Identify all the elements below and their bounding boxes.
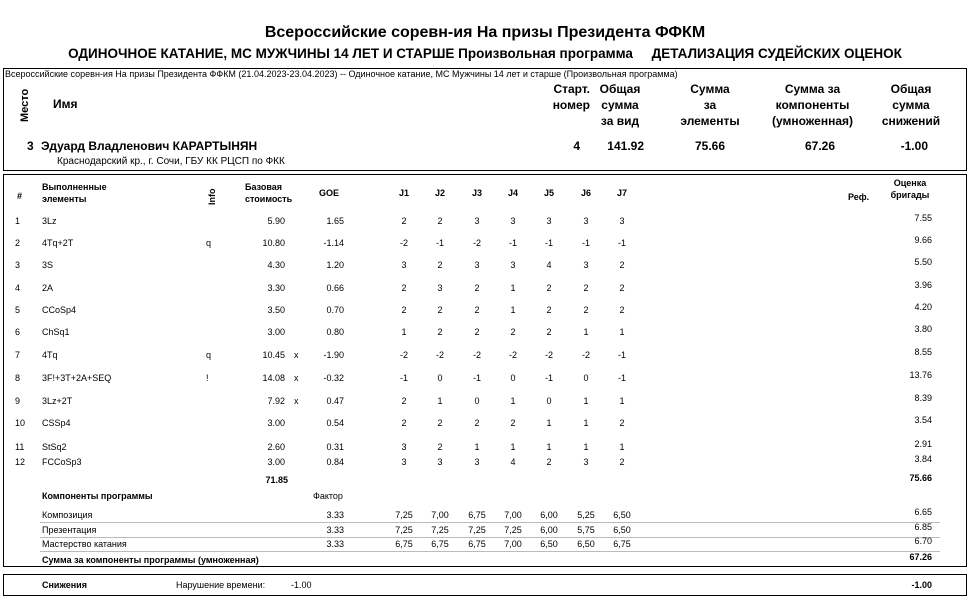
deductions-item: Нарушение времени: — [176, 580, 266, 590]
element-judge-score: 4 — [546, 260, 552, 270]
element-judge-score: 1 — [510, 283, 516, 293]
skater-deductions: -1.00 — [900, 139, 928, 153]
element-judge-score: 1 — [583, 418, 589, 428]
component-judge-score: 6,50 — [613, 510, 631, 520]
element-judge-score: 1 — [619, 327, 625, 337]
element-base: 2.60 — [267, 442, 285, 452]
element-info: q — [206, 350, 212, 360]
component-judge-score: 6,50 — [613, 525, 631, 535]
element-num: 11 — [15, 442, 25, 452]
judge-header: J4 — [507, 188, 518, 198]
element-judge-score: 3 — [583, 457, 589, 467]
skater-elements: 75.66 — [694, 139, 725, 153]
element-bonus-mark: x — [294, 350, 299, 360]
element-judge-score: 3 — [401, 457, 407, 467]
col-goe: GOE — [319, 188, 340, 198]
header-place: Место — [19, 88, 31, 122]
components-label: Компоненты программы — [42, 491, 153, 501]
element-base: 5.90 — [267, 216, 285, 226]
judge-header: J7 — [616, 188, 627, 198]
element-judge-score: 3 — [401, 260, 407, 270]
element-code: StSq2 — [42, 442, 67, 452]
element-code: 3Lz — [42, 216, 57, 226]
skater-total: 141.92 — [607, 139, 644, 153]
element-judge-score: 3 — [619, 216, 625, 226]
element-judge-score: -1 — [508, 238, 517, 248]
component-score: 6.70 — [914, 536, 932, 546]
element-judge-score: 2 — [437, 216, 443, 226]
element-judge-score: 3 — [401, 442, 407, 452]
component-score: 6.65 — [914, 507, 932, 517]
element-judge-score: -2 — [472, 238, 481, 248]
element-num: 5 — [15, 305, 21, 315]
element-code: CCoSp4 — [42, 305, 77, 315]
col-score: Оценка бригады — [890, 178, 930, 200]
element-judge-score: 3 — [546, 216, 552, 226]
element-judge-score: -1 — [544, 373, 553, 383]
element-judge-score: 2 — [546, 283, 552, 293]
element-judge-score: 2 — [619, 283, 625, 293]
element-judge-score: -2 — [544, 350, 553, 360]
component-judge-score: 7,00 — [504, 510, 522, 520]
element-judge-score: 1 — [619, 442, 625, 452]
component-factor: 3.33 — [326, 539, 344, 549]
component-score: 6.85 — [914, 522, 932, 532]
element-code: ChSq1 — [42, 327, 70, 337]
component-factor: 3.33 — [326, 525, 344, 535]
element-base: 3.50 — [267, 305, 285, 315]
element-num: 3 — [15, 260, 21, 270]
element-judge-score: 2 — [401, 283, 407, 293]
element-num: 12 — [15, 457, 26, 467]
element-code: 3F!+3T+2A+SEQ — [42, 373, 112, 383]
element-code: FCCoSp3 — [42, 457, 82, 467]
col-base: Базовая стоимость — [245, 182, 293, 204]
component-judge-score: 6,50 — [540, 539, 558, 549]
element-score: 3.96 — [914, 280, 932, 290]
element-judge-score: -1 — [435, 238, 444, 248]
event-line: Всероссийские соревн-ия На призы Президента ФФКМ (21.04.2023-23.04.2023) -- Одиночное катание, МС Мужчины 14 лет и старше (Произвольная программа) — [5, 69, 678, 79]
element-score: 8.55 — [914, 347, 932, 357]
element-score: 2.91 — [914, 439, 932, 449]
element-judge-score: 3 — [474, 260, 480, 270]
judge-header: J6 — [580, 188, 591, 198]
element-judge-score: 2 — [437, 260, 443, 270]
element-judge-score: -2 — [435, 350, 444, 360]
header-elements-sum: Сумма за элементы — [680, 82, 740, 128]
component-judge-score: 6,75 — [468, 539, 486, 549]
component-judge-score: 6,00 — [540, 525, 558, 535]
col-num: # — [17, 191, 23, 201]
element-goe: 0.80 — [326, 327, 344, 337]
element-score: 5.50 — [914, 257, 932, 267]
element-judge-score: 2 — [401, 216, 407, 226]
element-judge-score: 2 — [401, 305, 407, 315]
component-judge-score: 5,75 — [577, 525, 595, 535]
element-judge-score: 0 — [583, 373, 589, 383]
element-judge-score: 3 — [583, 260, 589, 270]
judge-header: J1 — [398, 188, 409, 198]
element-judge-score: 1 — [546, 442, 552, 452]
element-num: 7 — [15, 350, 21, 360]
element-judge-score: 2 — [546, 457, 552, 467]
element-score: 3.84 — [914, 454, 932, 464]
header-components-sum: Сумма за компоненты (умноженная) — [772, 82, 853, 128]
skater-name: Эдуард Владленович КАРАРТЫНЯН — [41, 139, 258, 153]
element-num: 6 — [15, 327, 21, 337]
element-judge-score: -2 — [508, 350, 517, 360]
element-judge-score: 2 — [474, 283, 480, 293]
components-factor-label: Фактор — [313, 491, 343, 501]
element-judge-score: 1 — [510, 442, 516, 452]
element-judge-score: -1 — [617, 350, 626, 360]
component-row-separator — [40, 522, 940, 523]
col-ref: Реф. — [848, 192, 870, 202]
element-judge-score: 2 — [546, 305, 552, 315]
element-goe: 0.70 — [326, 305, 344, 315]
element-judge-score: 2 — [619, 418, 625, 428]
components-total: 67.26 — [909, 552, 932, 562]
element-base: 10.45 — [262, 350, 285, 360]
element-judge-score: 2 — [619, 305, 625, 315]
element-base: 14.08 — [262, 373, 285, 383]
element-judge-score: 1 — [510, 305, 516, 315]
element-judge-score: 1 — [437, 396, 443, 406]
element-judge-score: -1 — [544, 238, 553, 248]
element-judge-score: 0 — [510, 373, 516, 383]
element-judge-score: 1 — [583, 442, 589, 452]
component-judge-score: 7,25 — [431, 525, 449, 535]
element-judge-score: 3 — [510, 260, 516, 270]
element-judge-score: 2 — [437, 418, 443, 428]
component-row-separator — [40, 537, 940, 538]
header-name: Имя — [53, 97, 78, 111]
col-elements: Выполненные элементы — [42, 182, 107, 204]
element-judge-score: 2 — [619, 457, 625, 467]
element-judge-score: 4 — [510, 457, 516, 467]
element-base: 3.30 — [267, 283, 285, 293]
element-goe: 0.84 — [326, 457, 344, 467]
element-goe: 0.31 — [326, 442, 344, 452]
element-judge-score: 2 — [401, 396, 407, 406]
element-code: 3Lz+2T — [42, 396, 73, 406]
element-judge-score: -1 — [581, 238, 590, 248]
element-code: 4Tq — [42, 350, 58, 360]
component-judge-score: 6,75 — [395, 539, 413, 549]
element-judge-score: 1 — [401, 327, 407, 337]
element-base: 4.30 — [267, 260, 285, 270]
element-goe: -1.90 — [323, 350, 344, 360]
element-judge-score: -1 — [472, 373, 481, 383]
element-base: 3.00 — [267, 457, 285, 467]
element-score: 8.39 — [914, 393, 932, 403]
element-judge-score: 1 — [510, 396, 516, 406]
element-score: 13.76 — [909, 370, 932, 380]
element-judge-score: -2 — [472, 350, 481, 360]
judge-header: J5 — [543, 188, 554, 198]
element-score: 3.54 — [914, 415, 932, 425]
skater-start-number: 4 — [573, 139, 580, 153]
element-num: 9 — [15, 396, 21, 406]
element-judge-score: 3 — [437, 457, 443, 467]
element-num: 1 — [15, 216, 21, 226]
element-judge-score: -1 — [399, 373, 408, 383]
element-judge-score: -2 — [581, 350, 590, 360]
skater-club: Краснодарский кр., г. Сочи, ГБУ КК РЦСП по ФКК — [57, 156, 285, 167]
header-deductions-sum: Общая сумма снижений — [881, 82, 941, 128]
details-box — [3, 174, 967, 567]
component-judge-score: 7,25 — [395, 525, 413, 535]
component-judge-score: 6,75 — [613, 539, 631, 549]
component-row-separator — [40, 551, 940, 552]
page-subtitle: ОДИНОЧНОЕ КАТАНИЕ, МС МУЖЧИНЫ 14 ЛЕТ И СТАРШЕ Произвольная программа ДЕТАЛИЗАЦИЯ СУДЕЙСКИХ ОЦЕНОК — [68, 46, 902, 61]
element-bonus-mark: x — [294, 396, 299, 406]
element-base: 3.00 — [267, 418, 285, 428]
skater-place: 3 — [27, 139, 34, 153]
element-goe: 0.66 — [326, 283, 344, 293]
element-code: 3S — [42, 260, 54, 270]
element-judge-score: 3 — [474, 216, 480, 226]
component-factor: 3.33 — [326, 510, 344, 520]
element-judge-score: 1 — [474, 442, 480, 452]
element-judge-score: 2 — [437, 305, 443, 315]
element-judge-score: 2 — [510, 418, 516, 428]
element-score: 3.80 — [914, 324, 932, 334]
element-judge-score: 2 — [474, 418, 480, 428]
component-judge-score: 7,00 — [504, 539, 522, 549]
element-base: 3.00 — [267, 327, 285, 337]
component-judge-score: 6,00 — [540, 510, 558, 520]
element-judge-score: -2 — [399, 238, 408, 248]
judge-header: J2 — [434, 188, 445, 198]
element-judge-score: 3 — [583, 216, 589, 226]
element-judge-score: 0 — [546, 396, 552, 406]
element-judge-score: 1 — [583, 327, 589, 337]
element-goe: -0.32 — [323, 373, 344, 383]
element-num: 4 — [15, 283, 21, 293]
component-judge-score: 7,00 — [431, 510, 449, 520]
element-goe: 1.65 — [326, 216, 344, 226]
component-judge-score: 5,25 — [577, 510, 595, 520]
element-code: CSSp4 — [42, 418, 71, 428]
element-info: q — [206, 238, 212, 248]
element-judge-score: 2 — [583, 283, 589, 293]
element-judge-score: 2 — [437, 327, 443, 337]
element-judge-score: 2 — [437, 442, 443, 452]
element-code: 2A — [42, 283, 54, 293]
element-score: 7.55 — [914, 213, 932, 223]
element-base: 7.92 — [267, 396, 285, 406]
element-judge-score: 2 — [474, 305, 480, 315]
element-judge-score: -1 — [617, 373, 626, 383]
element-goe: 0.54 — [326, 418, 344, 428]
element-judge-score: 3 — [437, 283, 443, 293]
element-goe: 0.47 — [326, 396, 344, 406]
component-name: Презентация — [42, 525, 97, 535]
element-judge-score: 3 — [510, 216, 516, 226]
element-goe: -1.14 — [323, 238, 344, 248]
component-name: Композиция — [42, 510, 93, 520]
element-goe: 1.20 — [326, 260, 344, 270]
element-judge-score: 3 — [474, 457, 480, 467]
element-judge-score: 0 — [474, 396, 480, 406]
element-judge-score: 1 — [583, 396, 589, 406]
element-num: 2 — [15, 238, 21, 248]
element-judge-score: 1 — [619, 396, 625, 406]
element-base: 10.80 — [262, 238, 285, 248]
element-bonus-mark: x — [294, 373, 299, 383]
header-total: Общая сумма за вид — [599, 82, 641, 128]
header-start-number: Старт. номер — [552, 82, 590, 112]
component-judge-score: 7,25 — [504, 525, 522, 535]
skater-components: 67.26 — [804, 139, 835, 153]
element-num: 8 — [15, 373, 21, 383]
page-title: Всероссийские соревн-ия На призы Президента ФФКМ — [264, 24, 706, 41]
component-judge-score: 6,75 — [468, 510, 486, 520]
element-judge-score: -1 — [617, 238, 626, 248]
element-score: 4.20 — [914, 302, 932, 312]
deductions-label: Снижения — [42, 580, 87, 590]
element-judge-score: -2 — [399, 350, 408, 360]
element-judge-score: 2 — [546, 327, 552, 337]
element-judge-score: 2 — [510, 327, 516, 337]
elements-total: 75.66 — [909, 473, 932, 483]
deductions-total: -1.00 — [911, 580, 932, 590]
element-judge-score: 2 — [583, 305, 589, 315]
component-judge-score: 7,25 — [468, 525, 486, 535]
component-judge-score: 7,25 — [395, 510, 413, 520]
deductions-box — [3, 574, 967, 596]
deductions-item-value: -1.00 — [291, 580, 312, 590]
element-info: ! — [206, 373, 209, 383]
judge-header: J3 — [471, 188, 482, 198]
element-judge-score: 2 — [474, 327, 480, 337]
element-judge-score: 0 — [437, 373, 443, 383]
base-total: 71.85 — [265, 475, 288, 485]
component-name: Мастерство катания — [42, 539, 127, 549]
components-total-label: Сумма за компоненты программы (умноженная) — [42, 555, 259, 565]
element-judge-score: 2 — [401, 418, 407, 428]
component-judge-score: 6,75 — [431, 539, 449, 549]
element-judge-score: 2 — [619, 260, 625, 270]
element-judge-score: 1 — [546, 418, 552, 428]
col-info: Info — [207, 188, 217, 205]
component-judge-score: 6,50 — [577, 539, 595, 549]
element-code: 4Tq+2T — [42, 238, 74, 248]
element-num: 10 — [15, 418, 26, 428]
element-score: 9.66 — [914, 235, 932, 245]
